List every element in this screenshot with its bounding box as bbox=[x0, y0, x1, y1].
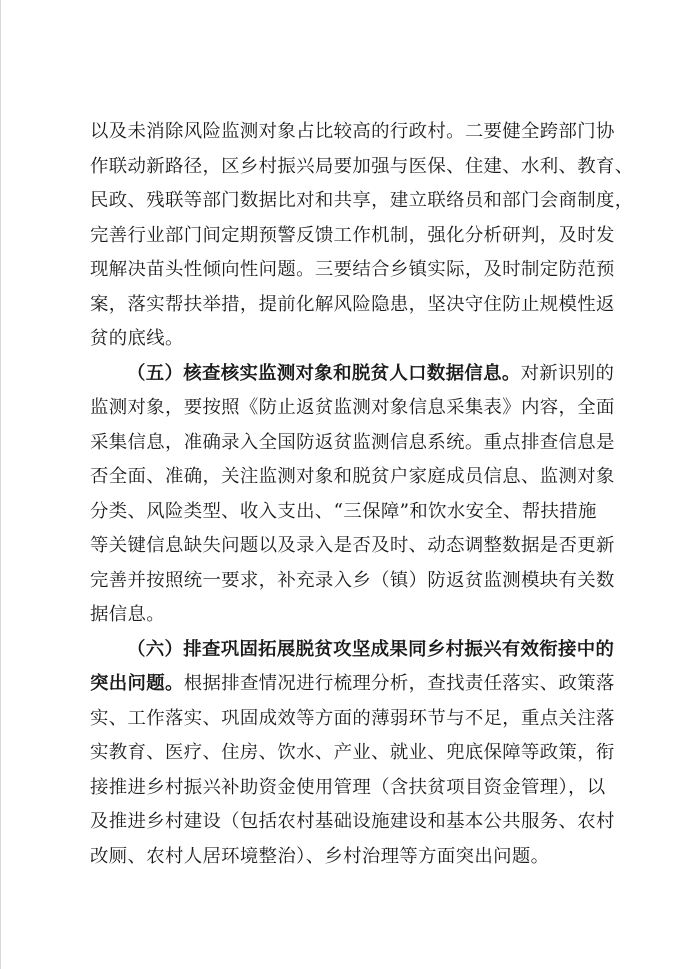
text-line: 及推进乡村建设（包括农村基础设施建设和基本公共服务、农村 bbox=[90, 811, 615, 832]
text-line: 分类、风险类型、收入支出、“三保障”和饮水安全、帮扶措施 bbox=[90, 500, 597, 522]
paragraph-1 bbox=[90, 115, 634, 357]
text-line: 贫的底线。 bbox=[90, 328, 184, 349]
text-line: 据信息。 bbox=[90, 604, 165, 625]
text-line: 等关键信息缺失问题以及录入是否及时、动态调整数据是否更新 bbox=[90, 535, 615, 556]
text-line: 实、工作落实、巩固成效等方面的薄弱环节与不足，重点关注落 bbox=[90, 707, 615, 729]
text-line: 现解决苗头性倾向性问题。三要结合乡镇实际，及时制定防范预 bbox=[90, 259, 615, 280]
text-line: 实教育、医疗、住房、饮水、产业、就业、兜底保障等政策，衔 bbox=[90, 742, 615, 763]
text-line: 否全面、准确，关注监测对象和脱贫户家庭成员信息、监测对象 bbox=[90, 466, 615, 487]
text-run: 对新识别的 bbox=[520, 362, 615, 384]
paragraph-2 bbox=[90, 357, 614, 633]
text-line bbox=[90, 357, 614, 392]
text-line: 完善并按照统一要求，补充录入乡（镇）防返贫监测模块有关数 bbox=[90, 569, 615, 591]
text-line bbox=[90, 667, 614, 702]
text-run: 根据排查情况进行梳理分析，查找责任落实、政策落 bbox=[183, 673, 615, 694]
text-line: 民政、残联等部门数据比对和共享，建立联络员和部门会商制度， bbox=[90, 190, 634, 211]
text-line: 案，落实帮扶举措，提前化解风险隐患，坚决守住防止规模性返 bbox=[90, 293, 615, 315]
text-line: 采集信息，准确录入全国防返贫监测信息系统。重点排查信息是 bbox=[90, 431, 615, 453]
text-line: 改厕、农村人居环境整治）、乡村治理等方面突出问题。 bbox=[90, 845, 550, 867]
text-line: 接推进乡村振兴补助资金使用管理（含扶贫项目资金管理），以 bbox=[90, 776, 606, 798]
paragraph-3 bbox=[90, 633, 614, 875]
text-line: 监测对象，要按照《防止返贫监测对象信息采集表》内容，全面 bbox=[90, 397, 615, 418]
text-line bbox=[90, 633, 614, 668]
section-heading-6: （六）排查巩固拓展脱贫攻坚成果同乡村振兴有效衔接中的 bbox=[127, 638, 615, 660]
text-line: 以及未消除风险监测对象占比较高的行政村。二要健全跨部门协 bbox=[90, 121, 615, 142]
page-edge-line bbox=[0, 0, 1, 969]
document-body bbox=[90, 115, 634, 874]
section-heading-5: （五）核查核实监测对象和脱贫人口数据信息。 bbox=[127, 362, 521, 384]
section-heading-6-cont: 突出问题。 bbox=[90, 673, 184, 694]
text-line: 作联动新路径，区乡村振兴局要加强与医保、住建、水利、教育、 bbox=[90, 155, 634, 177]
text-line: 完善行业部门间定期预警反馈工作机制，强化分析研判，及时发 bbox=[90, 224, 615, 246]
